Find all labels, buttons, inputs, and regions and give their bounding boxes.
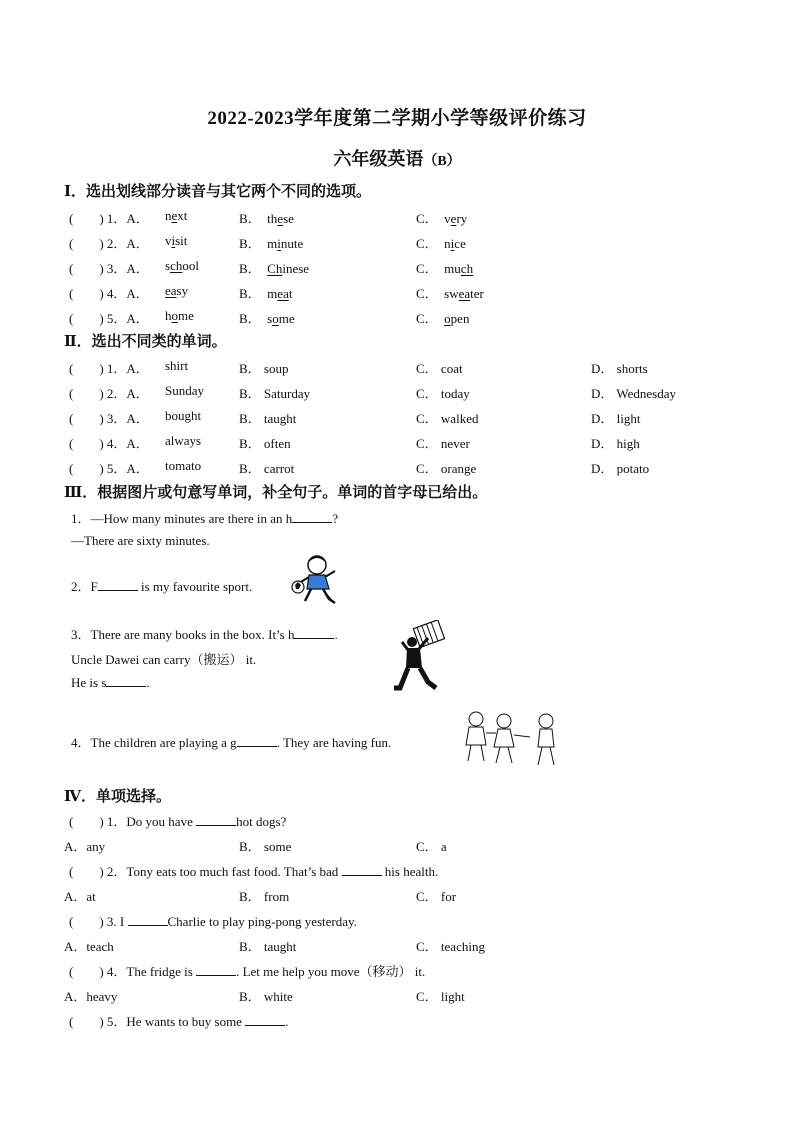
number-label: ( ) 5．A．	[69, 461, 149, 476]
option-c[interactable]: C． coat	[416, 361, 463, 376]
word-part: m	[267, 236, 278, 251]
q4-3-blank[interactable]	[128, 913, 168, 926]
underlined-letters: Ch	[267, 261, 283, 276]
option-d[interactable]: D． shorts	[591, 361, 648, 376]
row-number	[69, 258, 149, 277]
number-label: ( ) 2．A．	[69, 386, 149, 401]
q4-2-post: his health.	[381, 864, 439, 879]
option-a[interactable]	[165, 208, 187, 224]
q3-3-pre: 3．There are many books in the box. It’s h	[71, 627, 295, 642]
word-part: ool	[182, 258, 199, 273]
word-part: inese	[282, 261, 310, 276]
option-b[interactable]	[239, 308, 295, 327]
word-part: t	[288, 286, 293, 301]
word-part: v	[444, 211, 451, 226]
word-part: v	[165, 233, 172, 248]
word-part: pen	[450, 311, 470, 326]
number-label: ( ) 2．A．	[69, 236, 149, 251]
q4-5-post: .	[285, 1014, 289, 1029]
number-label: ( ) 1．A．	[69, 361, 149, 376]
q4-2-question	[69, 861, 438, 880]
option-a[interactable]	[165, 233, 187, 249]
word-part: n	[444, 236, 451, 251]
q3-2-question	[71, 576, 252, 595]
word-part: h	[165, 308, 172, 323]
q3-1-blank[interactable]	[292, 510, 332, 523]
q3-1-end: ?	[332, 511, 339, 526]
q3-3c-post: .	[146, 675, 150, 690]
q3-3-blank-2[interactable]	[106, 674, 146, 687]
option-c[interactable]	[416, 208, 467, 227]
q3-1-text: 1．—How many minutes are there in an h	[71, 511, 293, 526]
section-3-heading: Ⅲ．根据图片或句意写单词，补全句子。单词的首字母已给出。	[64, 485, 488, 501]
option-a[interactable]: bought	[165, 408, 202, 423]
q4-2-option-b[interactable]: B． from	[239, 889, 290, 904]
word-part: mu	[444, 261, 461, 276]
section-1-row	[0, 258, 794, 280]
word-part: xt	[177, 208, 188, 223]
option-b[interactable]: B． soup	[239, 361, 289, 376]
q3-2-post: is my favourite sport.	[137, 579, 253, 594]
option-b[interactable]: B． taught	[239, 411, 297, 426]
children-playing-icon	[460, 709, 564, 771]
q4-4-options	[0, 986, 794, 1008]
option-c[interactable]	[416, 258, 473, 277]
q4-1-option-a[interactable]: A．any	[64, 839, 106, 854]
q4-1-options	[0, 836, 794, 858]
option-label: B．	[239, 236, 261, 251]
q3-2-pre: 2．F	[71, 579, 98, 594]
q4-3-option-b[interactable]: B． taught	[239, 939, 297, 954]
q4-4-post: . Let me help you move（移动） it.	[236, 964, 426, 979]
option-c[interactable]: C． today	[416, 386, 470, 401]
underlined-letters: ch	[460, 261, 474, 276]
section-4-heading: Ⅳ．单项选择。	[64, 789, 172, 805]
row-number	[69, 283, 149, 302]
page-title: 2022-2023学年度第二学期小学等级评价练习	[207, 108, 587, 129]
q4-4-blank[interactable]	[196, 963, 236, 976]
option-c[interactable]	[416, 233, 466, 252]
q4-3-option-c[interactable]: C． teaching	[416, 939, 485, 954]
section-1-row	[0, 233, 794, 255]
word-part: se	[283, 211, 294, 226]
underlined-letters: e	[450, 211, 457, 226]
underlined-letters: ea	[458, 286, 471, 301]
q4-4-option-a[interactable]: A．heavy	[64, 989, 118, 1004]
number-label: ( ) 1．A．	[69, 211, 149, 226]
underlined-letters: e	[277, 211, 284, 226]
option-label: B．	[239, 286, 261, 301]
word-part: me	[278, 311, 295, 326]
option-b[interactable]: B． carrot	[239, 461, 295, 476]
option-b[interactable]	[239, 208, 294, 227]
option-a[interactable]: Sunday	[165, 383, 204, 398]
underlined-letters: o	[444, 311, 451, 326]
q4-4-option-c[interactable]: C． light	[416, 989, 465, 1004]
q3-4-pre: 4．The children are playing a g	[71, 735, 237, 750]
word-part: ter	[470, 286, 484, 301]
word-part: nute	[280, 236, 304, 251]
option-c[interactable]: C． never	[416, 436, 470, 451]
page-subtitle	[0, 145, 794, 171]
q4-2-blank[interactable]	[342, 863, 382, 876]
q3-3c-pre: He is s	[71, 675, 107, 690]
underlined-letters: ea	[165, 283, 177, 298]
option-a[interactable]: tomato	[165, 458, 202, 473]
option-b[interactable]	[239, 283, 292, 302]
q4-3-question	[69, 911, 357, 930]
word-part: ce	[454, 236, 466, 251]
word-part: sy	[176, 283, 189, 298]
option-a[interactable]	[165, 308, 194, 324]
q3-3-post: .	[334, 627, 338, 642]
option-label: C．	[416, 286, 438, 301]
q4-4-pre: ( ) 4．The fridge is	[69, 964, 197, 979]
word-part: s	[165, 258, 171, 273]
section-2-heading: Ⅱ．选出不同类的单词。	[64, 334, 227, 350]
q3-3-line-3	[71, 674, 150, 691]
section-2-row	[0, 458, 794, 480]
option-d[interactable]: D． light	[591, 411, 641, 426]
option-label: C．	[416, 261, 438, 276]
word-part: me	[178, 308, 194, 323]
underlined-letters: i	[450, 236, 455, 251]
section-2-row	[0, 433, 794, 455]
number-label: ( ) 5．A．	[69, 311, 149, 326]
row-number	[69, 233, 149, 252]
q3-4-blank[interactable]	[237, 734, 277, 747]
section-2-row	[0, 358, 794, 380]
underlined-letters: o	[272, 311, 279, 326]
option-label: C．	[416, 311, 438, 326]
word-part: sit	[175, 233, 188, 248]
option-label: C．	[416, 211, 438, 226]
q4-4-option-b[interactable]: B． white	[239, 989, 293, 1004]
q3-3-question	[71, 624, 338, 643]
q4-2-pre: ( ) 2．Tony eats too much fast food. That’s bad	[69, 864, 342, 879]
option-a[interactable]	[165, 258, 199, 274]
underlined-letters: ea	[277, 286, 289, 301]
underlined-letters: e	[171, 208, 178, 223]
option-label: B．	[239, 261, 261, 276]
q4-5-blank[interactable]	[245, 1013, 285, 1026]
section-1-row	[0, 308, 794, 330]
option-b[interactable]: B． Saturday	[239, 386, 311, 401]
q3-2-blank[interactable]	[98, 578, 138, 591]
q4-5-pre: ( ) 5．He wants to buy some	[69, 1014, 246, 1029]
option-c[interactable]	[416, 283, 484, 302]
option-label: B．	[239, 211, 261, 226]
q4-1-question	[69, 811, 286, 830]
option-c[interactable]: C． walked	[416, 411, 479, 426]
q4-3-pre: ( ) 3. I	[69, 914, 128, 929]
option-label: B．	[239, 311, 261, 326]
option-a[interactable]	[165, 283, 188, 299]
q4-2-options	[0, 886, 794, 908]
q3-1-answer-line: —There are sixty minutes.	[71, 533, 210, 548]
subtitle-text: 六年级英语	[333, 149, 424, 169]
q4-2-option-a[interactable]: A．at	[64, 889, 96, 904]
q3-4-post: . They are having fun.	[276, 735, 392, 750]
number-label: ( ) 4．A．	[69, 286, 149, 301]
q4-1-post: hot dogs?	[236, 814, 287, 829]
section-2-row	[0, 408, 794, 430]
man-carrying-books-icon	[392, 620, 448, 692]
option-d[interactable]: D． Wednesday	[591, 386, 677, 401]
underlined-letters: i	[171, 233, 176, 248]
option-b[interactable]: B． often	[239, 436, 291, 451]
q3-3-line-2: Uncle Dawei can carry（搬运） it.	[71, 652, 257, 667]
row-number	[69, 208, 149, 227]
word-part: s	[267, 311, 273, 326]
number-label: ( ) 4．A．	[69, 436, 149, 451]
q3-1-question	[71, 508, 338, 527]
option-d[interactable]: D． high	[591, 436, 640, 451]
q4-1-option-c[interactable]: C． a	[416, 839, 447, 854]
word-part: ry	[456, 211, 468, 226]
subtitle-suffix: （B）	[423, 154, 461, 169]
q4-4-question	[69, 961, 425, 980]
word-part: m	[267, 286, 278, 301]
q4-3-post: Charlie to play ping-pong yesterday.	[167, 914, 357, 929]
option-b[interactable]	[239, 233, 303, 252]
word-part: n	[165, 208, 172, 223]
option-c[interactable]	[416, 308, 469, 327]
underlined-letters: ch	[170, 258, 183, 273]
option-c[interactable]: C． orange	[416, 461, 477, 476]
word-part: th	[267, 211, 278, 226]
q4-3-option-a[interactable]: A．teach	[64, 939, 114, 954]
underlined-letters: i	[277, 236, 281, 251]
section-1-row	[0, 208, 794, 230]
underlined-letters: o	[171, 308, 178, 323]
q4-1-pre: ( ) 1．Do you have	[69, 814, 197, 829]
q4-5-question	[69, 1011, 288, 1030]
section-2-row	[0, 383, 794, 405]
option-a[interactable]: shirt	[165, 358, 189, 373]
q3-3-blank-1[interactable]	[294, 626, 334, 639]
q4-2-option-c[interactable]: C． for	[416, 889, 457, 904]
q3-4-question	[71, 732, 391, 751]
option-b[interactable]	[239, 258, 309, 277]
q4-3-options	[0, 936, 794, 958]
section-1-row	[0, 283, 794, 305]
row-number	[69, 308, 149, 327]
number-label: ( ) 3．A．	[69, 261, 149, 276]
soccer-player-icon	[289, 553, 341, 611]
word-part: sw	[444, 286, 459, 301]
number-label: ( ) 3．A．	[69, 411, 149, 426]
option-label: C．	[416, 236, 438, 251]
option-a[interactable]: always	[165, 433, 202, 448]
option-d[interactable]: D． potato	[591, 461, 650, 476]
section-1-heading: Ⅰ．选出划线部分读音与其它两个不同的选项。	[64, 184, 372, 200]
q4-1-blank[interactable]	[196, 813, 236, 826]
q4-1-option-b[interactable]: B． some	[239, 839, 292, 854]
